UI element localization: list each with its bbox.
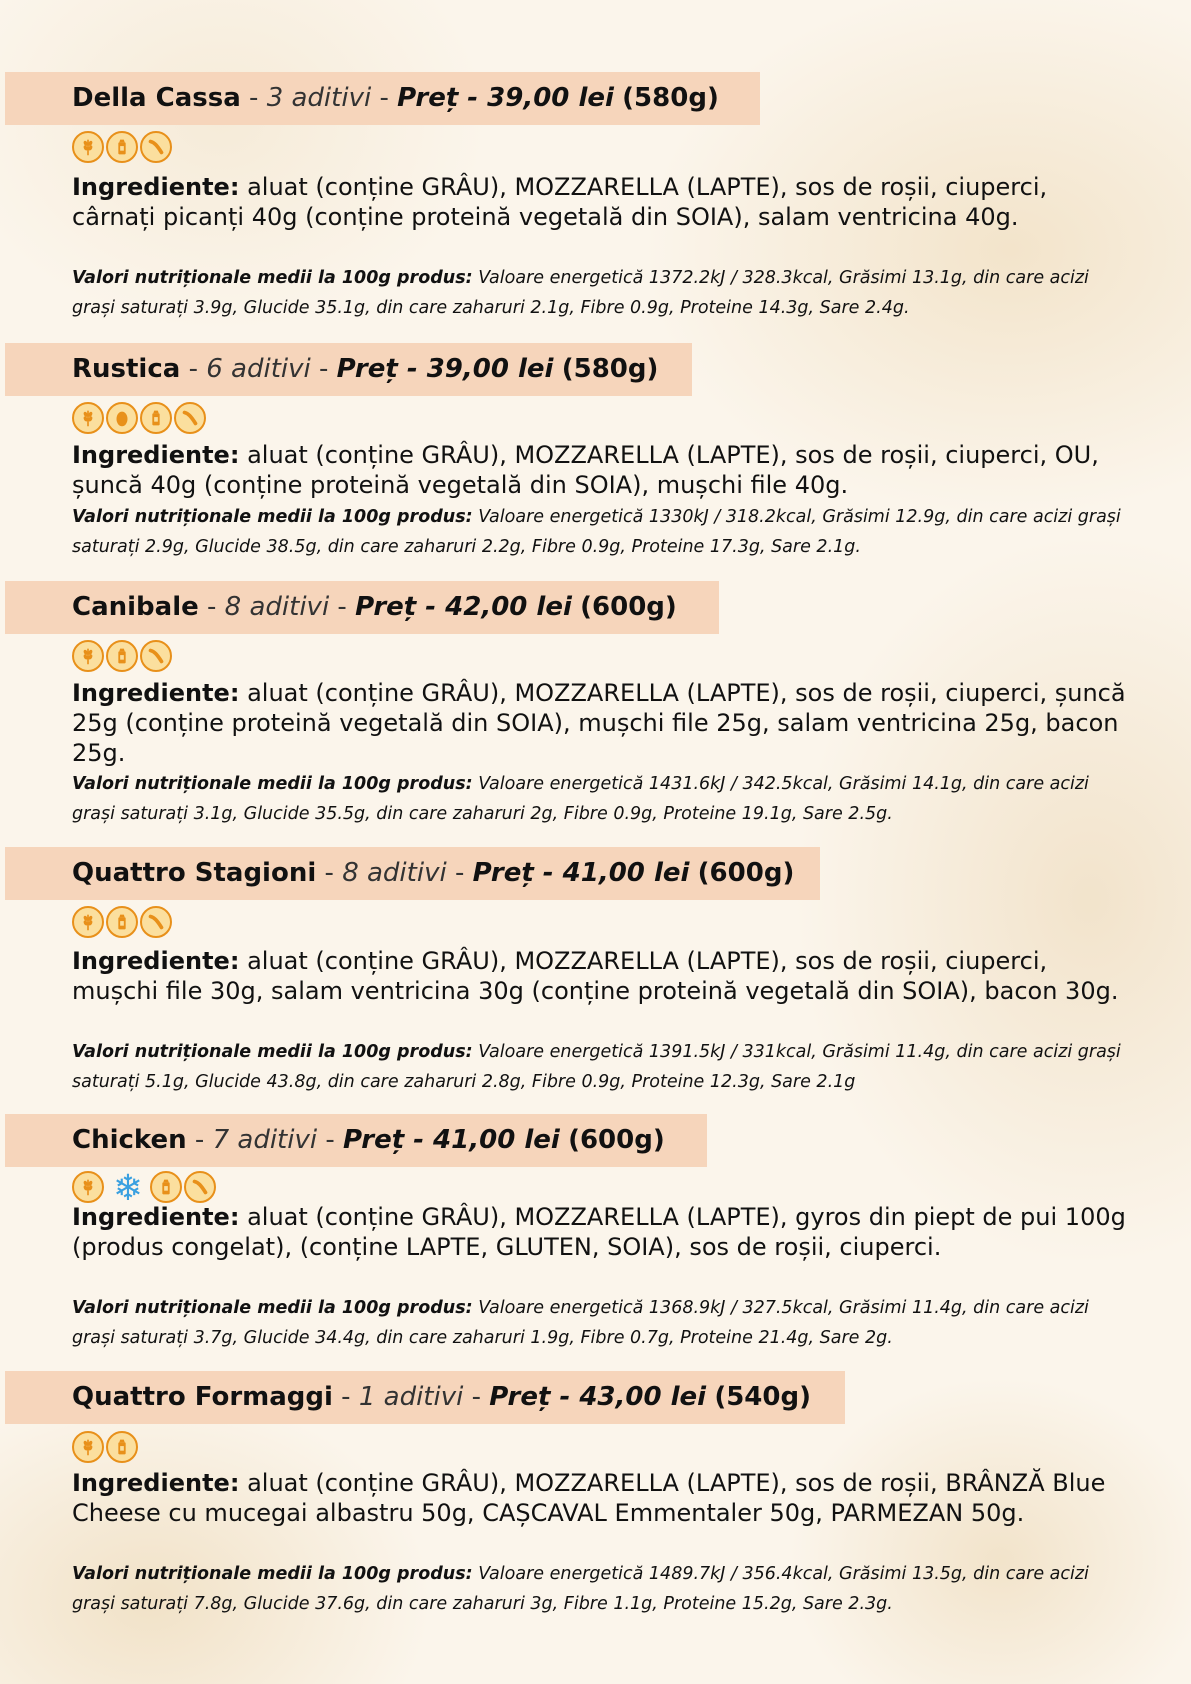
nutrition-text bbox=[72, 1559, 1132, 1619]
nutrition-label: Valori nutriționale medii la 100g produs: bbox=[72, 1564, 473, 1584]
nutrition-label: Valori nutriționale medii la 100g produs: bbox=[72, 1042, 473, 1062]
title-separator: - bbox=[198, 592, 225, 622]
additives-count: 1 aditivi bbox=[358, 1382, 464, 1412]
ingredients-label: Ingrediente: bbox=[72, 947, 240, 975]
nutrition-text bbox=[72, 1293, 1132, 1353]
ingredients-value: aluat (conține GRÂU), MOZZARELLA (LAPTE), gyros din piept de pui 100g (produs congelat), (conține LAPTE, GLUTEN, SOIA), sos de roșii, ciuperci. bbox=[72, 1203, 1126, 1261]
milk-icon bbox=[140, 402, 172, 434]
price-label: Preț - bbox=[489, 1382, 580, 1412]
title-separator: - bbox=[371, 83, 398, 113]
price-label: Preț - bbox=[397, 83, 488, 113]
nutrition-value: Valoare energetică 1330kJ / 318.2kcal, Grăsimi 12.9g, din care acizi grași saturați 2.9g, Glucide 38.5g, din care zaharuri 2.2g, Fibre 0.9g, Proteine 17.3g, Sare 2.1g. bbox=[72, 507, 1121, 557]
item-weight: (540g) bbox=[714, 1382, 811, 1412]
item-weight: (600g) bbox=[568, 1125, 665, 1155]
nutrition-text bbox=[72, 502, 1132, 562]
item-price: 43,00 lei bbox=[579, 1382, 707, 1412]
title-separator: - bbox=[310, 354, 337, 384]
nutrition-value: Valoare energetică 1391.5kJ / 331kcal, Grăsimi 11.4g, din care acizi grași saturați 5.1g, Glucide 43.8g, din care zaharuri 2.8g, Fibre 0.9g, Proteine 12.3g, Sare 2.1g bbox=[72, 1042, 1121, 1092]
milk-icon bbox=[106, 906, 138, 938]
title-separator: - bbox=[329, 592, 356, 622]
title-separator: - bbox=[446, 858, 473, 888]
item-name: Chicken bbox=[72, 1125, 187, 1155]
nutrition-value: Valoare energetică 1372.2kJ / 328.3kcal, Grăsimi 13.1g, din care acizi grași saturați 3.9g, Glucide 35.1g, din care zaharuri 2.1g, Fibre 0.9g, Proteine 14.3g, Sare 2.4g. bbox=[72, 268, 1089, 318]
item-title bbox=[72, 847, 794, 900]
ingredients-text bbox=[72, 440, 1132, 500]
wheat-icon bbox=[72, 906, 104, 938]
item-name: Quattro Formaggi bbox=[72, 1382, 333, 1412]
ingredients-text bbox=[72, 1468, 1132, 1528]
allergen-icons bbox=[72, 640, 172, 678]
item-name: Della Cassa bbox=[72, 83, 241, 113]
title-separator: - bbox=[240, 83, 267, 113]
soy-icon bbox=[184, 1171, 216, 1203]
item-name: Quattro Stagioni bbox=[72, 858, 317, 888]
ingredients-text bbox=[72, 172, 1132, 232]
soy-icon bbox=[140, 640, 172, 672]
allergen-icons bbox=[72, 906, 172, 944]
ingredients-value: aluat (conține GRÂU), MOZZARELLA (LAPTE), sos de roșii, ciuperci, șuncă 25g (conține proteină vegetală din SOIA), mușchi file 25g, salam ventricina 25g, bacon 25g. bbox=[72, 679, 1126, 767]
soy-icon bbox=[140, 131, 172, 163]
title-separator: - bbox=[186, 1125, 213, 1155]
price-label: Preț - bbox=[355, 592, 446, 622]
title-separator: - bbox=[463, 1382, 490, 1412]
ingredients-value: aluat (conține GRÂU), MOZZARELLA (LAPTE), sos de roșii, ciuperci, cârnați picanți 40g (conține proteină vegetală din SOIA), salam ventricina 40g. bbox=[72, 173, 1048, 231]
title-separator: - bbox=[332, 1382, 359, 1412]
nutrition-value: Valoare energetică 1368.9kJ / 327.5kcal, Grăsimi 11.4g, din care acizi grași saturați 3.7g, Glucide 34.4g, din care zaharuri 1.9g, Fibre 0.7g, Proteine 21.4g, Sare 2g. bbox=[72, 1298, 1089, 1348]
allergen-icons bbox=[72, 402, 206, 440]
wheat-icon bbox=[72, 640, 104, 672]
ingredients-value: aluat (conține GRÂU), MOZZARELLA (LAPTE), sos de roșii, BRÂNZĂ Blue Cheese cu mucegai albastru 50g, CAȘCAVAL Emmentaler 50g, PARMEZAN 50g. bbox=[72, 1469, 1106, 1527]
item-price: 41,00 lei bbox=[562, 858, 690, 888]
wheat-icon bbox=[72, 1171, 104, 1203]
price-label: Preț - bbox=[343, 1125, 434, 1155]
wheat-icon bbox=[72, 1431, 104, 1463]
item-price: 42,00 lei bbox=[445, 592, 572, 622]
soy-icon bbox=[140, 906, 172, 938]
ingredients-label: Ingrediente: bbox=[72, 679, 240, 707]
nutrition-label: Valori nutriționale medii la 100g produs: bbox=[72, 774, 473, 794]
ingredients-text bbox=[72, 678, 1132, 768]
allergen-icons bbox=[72, 1431, 138, 1469]
ingredients-label: Ingrediente: bbox=[72, 173, 240, 201]
soy-icon bbox=[174, 402, 206, 434]
item-price: 41,00 lei bbox=[433, 1125, 560, 1155]
item-price: 39,00 lei bbox=[426, 354, 554, 384]
milk-icon bbox=[106, 131, 138, 163]
nutrition-label: Valori nutriționale medii la 100g produs: bbox=[72, 1298, 473, 1318]
nutrition-label: Valori nutriționale medii la 100g produs: bbox=[72, 507, 473, 527]
egg-icon bbox=[106, 402, 138, 434]
item-title bbox=[72, 72, 719, 125]
ingredients-label: Ingrediente: bbox=[72, 1469, 240, 1497]
item-price: 39,00 lei bbox=[487, 83, 614, 113]
title-separator: - bbox=[180, 354, 207, 384]
item-name: Rustica bbox=[72, 354, 181, 384]
nutrition-text bbox=[72, 769, 1132, 829]
allergen-icons bbox=[72, 131, 172, 169]
milk-icon bbox=[106, 640, 138, 672]
title-separator: - bbox=[317, 1125, 343, 1155]
ingredients-label: Ingrediente: bbox=[72, 441, 240, 469]
ingredients-value: aluat (conține GRÂU), MOZZARELLA (LAPTE), sos de roșii, ciuperci, mușchi file 30g, salam ventricina 30g (conține proteină vegetală din SOIA), bacon 30g. bbox=[72, 947, 1119, 1005]
additives-count: 6 aditivi bbox=[206, 354, 311, 384]
nutrition-value: Valoare energetică 1431.6kJ / 342.5kcal, Grăsimi 14.1g, din care acizi grași saturați 3.1g, Glucide 35.5g, din care zaharuri 2g, Fibre 0.9g, Proteine 19.1g, Sare 2.5g. bbox=[72, 774, 1089, 824]
frozen-icon: ❄ bbox=[112, 1168, 144, 1209]
nutrition-text bbox=[72, 1037, 1132, 1097]
milk-icon bbox=[150, 1171, 182, 1203]
item-title bbox=[72, 1114, 665, 1167]
item-weight: (580g) bbox=[622, 83, 719, 113]
wheat-icon bbox=[72, 131, 104, 163]
item-title bbox=[72, 581, 677, 634]
additives-count: 8 aditivi bbox=[224, 592, 330, 622]
ingredients-text bbox=[72, 946, 1132, 1006]
item-title bbox=[72, 343, 658, 396]
item-title bbox=[72, 1371, 811, 1424]
milk-icon bbox=[106, 1431, 138, 1463]
nutrition-text bbox=[72, 263, 1132, 323]
nutrition-value: Valoare energetică 1489.7kJ / 356.4kcal, Grăsimi 13.5g, din care acizi grași saturați 7.8g, Glucide 37.6g, din care zaharuri 3g, Fibre 1.1g, Proteine 15.2g, Sare 2.3g. bbox=[72, 1564, 1089, 1614]
item-weight: (600g) bbox=[697, 858, 795, 888]
title-separator: - bbox=[316, 858, 343, 888]
wheat-icon bbox=[72, 402, 104, 434]
ingredients-value: aluat (conține GRÂU), MOZZARELLA (LAPTE), sos de roșii, ciuperci, OU, șuncă 40g (conține proteină vegetală din SOIA), mușchi file 40g. bbox=[72, 441, 1099, 499]
additives-count: 3 aditivi bbox=[266, 83, 372, 113]
price-label: Preț - bbox=[472, 858, 563, 888]
nutrition-label: Valori nutriționale medii la 100g produs: bbox=[72, 268, 473, 288]
price-label: Preț - bbox=[336, 354, 427, 384]
ingredients-text bbox=[72, 1202, 1132, 1262]
item-weight: (580g) bbox=[561, 354, 659, 384]
additives-count: 8 aditivi bbox=[342, 858, 447, 888]
item-name: Canibale bbox=[72, 592, 199, 622]
additives-count: 7 aditivi bbox=[212, 1125, 318, 1155]
ingredients-label: Ingrediente: bbox=[72, 1203, 240, 1231]
item-weight: (600g) bbox=[580, 592, 677, 622]
